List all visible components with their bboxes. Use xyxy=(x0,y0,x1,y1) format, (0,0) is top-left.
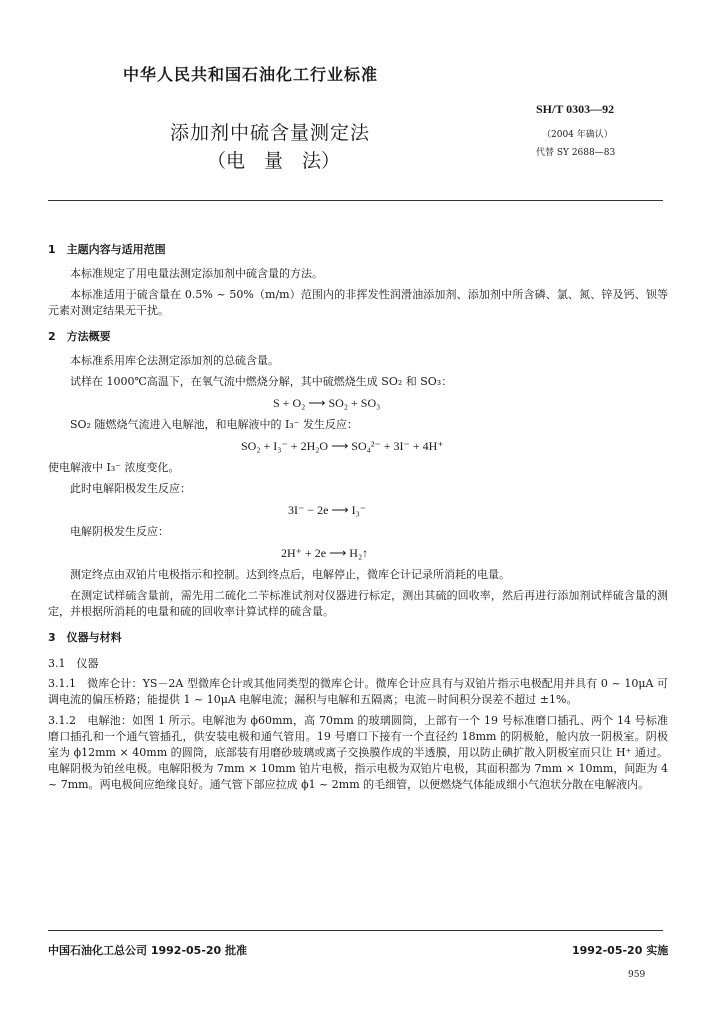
equation: 2H⁺ + 2e ⟶ H₂↑ xyxy=(281,546,369,560)
effective-date: 1992-05-20 实施 xyxy=(572,944,669,957)
section-heading-2: 2 方法概要 xyxy=(48,330,111,343)
paragraph: 本标准系用库仑法测定添加剂的总硫含量。 xyxy=(70,354,279,367)
paragraph: 使电解液中 I₃⁻ 浓度变化。 xyxy=(48,461,180,474)
paragraph: 电解阴极发生反应： xyxy=(70,525,169,538)
section-heading-3: 3 仪器与材料 xyxy=(48,631,122,644)
paragraph: 测定终点由双铂片电极指示和控制。达到终点后，电解停止，微库仑计记录所消耗的电量。 xyxy=(70,568,510,581)
paragraph: 本标准规定了用电量法测定添加剂中硫含量的方法。 xyxy=(70,267,323,280)
paragraph: 在测定试样硫含量前，需先用二硫化二苄标准试剂对仪器进行标定，测出其硫的回收率，然后再进行添加剂试样硫含量的测定，并根据所消耗的电量和硫的回收率计算试样的硫含量。 xyxy=(48,589,668,618)
document-body xyxy=(48,232,668,798)
subsection-heading: 3.1 仪器 xyxy=(48,657,99,670)
confirmation-year: （2004 年确认） xyxy=(542,130,613,140)
standard-number: SH/T 0303—92 xyxy=(536,102,615,116)
approval-note: 中国石油化工总公司 1992-05-20 批准 xyxy=(48,944,248,957)
replaces-standard: 代替 SY 2688—83 xyxy=(536,148,616,158)
section-heading-1: 1 主题内容与适用范围 xyxy=(48,243,166,256)
paragraph: 此时电解阳极发生反应： xyxy=(70,482,191,495)
equation: S + O₂ ⟶ SO₂ + SO₃ xyxy=(273,396,381,410)
equation: 3I⁻ − 2e ⟶ I₃⁻ xyxy=(288,503,367,517)
header-divider xyxy=(48,200,663,201)
paragraph: 本标准适用于硫含量在 0.5% ~ 50%（m/m）范围内的非挥发性润滑油添加剂、添加剂中所含磷、氯、氮、锌及钙、钡等元素对测定结果无干扰。 xyxy=(48,288,668,317)
issuing-organization: 中华人民共和国石油化工行业标准 xyxy=(123,65,379,84)
document-subtitle: （电 量 法） xyxy=(207,150,341,172)
document-title: 添加剂中硫含量测定法 xyxy=(170,122,371,144)
page-number: 959 xyxy=(628,970,646,980)
paragraph: 试样在 1000℃高温下，在氧气流中燃烧分解，其中硫燃烧生成 SO₂ 和 SO₃： xyxy=(70,375,453,388)
paragraph: 3.1.2 电解池：如图 1 所示。电解池为 ϕ60mm，高 70mm 的玻璃圆筒，上部有一个 19 号标准磨口插孔、两个 14 号标准磨口插孔和一个通气管插孔，供安装电极和通气管用。19 号磨口下接有一个直径约 18mm 的阴极舱，舱内放一阴极室。阴极室为 ϕ12mm × 40mm 的圆筒，底部装有用磨砂玻璃或离子交换膜作成的半透膜，用以防止碘扩散入阴极室而只让 H⁺ 通过。电解阴极为铂丝电极。电解阳极为 7mm × 10mm 铂片电极，指示电极为双铂片电极，其面积都为 7mm × 10mm，间距为 4 ~ 7mm。两电极间应绝缘良好。通气管下部应拉成 ϕ1 ~ 2mm 的毛细管，以便燃烧气体能成细小气泡状分散在电解液内。 xyxy=(48,714,668,791)
footer-divider xyxy=(48,930,663,931)
equation: SO₂ + I₃⁻ + 2H₂O ⟶ SO₄²⁻ + 3I⁻ + 4H⁺ xyxy=(241,439,444,453)
paragraph: 3.1.1 微库仑计：YS－2A 型微库仑计或其他同类型的微库仑计。微库仑计应具有与双铂片指示电极配用并具有 0 ~ 10μA 可调电流的偏压桥路；能提供 1 ~ 10μA 电解电流；漏积与电解和五隔离；电流－时间积分误差不超过 ±1%。 xyxy=(48,677,668,706)
paragraph: SO₂ 随燃烧气流进入电解池，和电解液中的 I₃⁻ 发生反应： xyxy=(70,418,359,431)
